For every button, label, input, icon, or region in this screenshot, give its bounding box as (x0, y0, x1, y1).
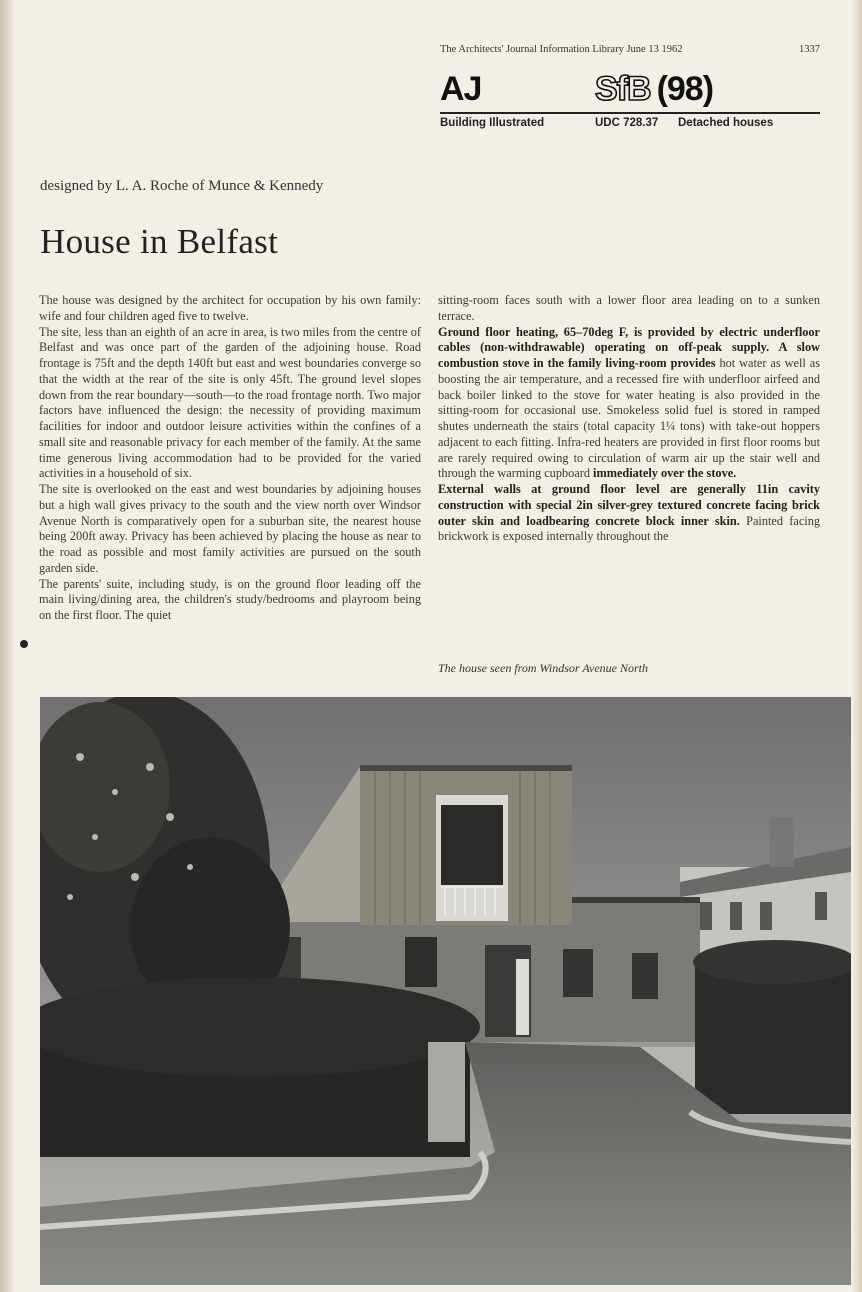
body-text: Painted facing brickwork is exposed internally throughout the (438, 513, 820, 544)
page-number: 1337 (799, 44, 820, 55)
category-label: Detached houses (678, 117, 774, 129)
page-binding-shadow (0, 0, 14, 1292)
byline: designed by L. A. Roche of Munce & Kennedy (40, 178, 324, 194)
paragraph: The site, less than an eighth of an acre in area, is two miles from the centre of Belfast and was once part of the garden of the adjoining house. Road frontage is 75ft and the depth 140ft but east and west boundaries converge so that the width at the rear of the site is only 45ft. The ground level slopes down from the rear boundary—south—to the road frontage north. Two major factors have influenced the design: the necessity of providing maximum facilities for indoor and outdoor leisure activities within the confines of a small site and reasonable privacy for each member of the family. At the same time generous living accommodation had to be provided for the varied activities in a household of six. (39, 324, 421, 481)
journal-source: The Architects' Journal Information Library June 13 1962 (440, 44, 683, 55)
right-column (438, 293, 820, 545)
house-photograph (40, 697, 851, 1285)
sfb-classification (595, 72, 713, 106)
bold-text: Ground floor heating, 65–70deg F, is provided by electric underfloor cables (non-withdrawable) operating on off-peak supply. A slow combustion stove in the family living-room provides (438, 324, 820, 370)
paragraph: The parents' suite, including study, is on the ground floor leading off the main living/dining area, the children's study/bedrooms and playroom being on the first floor. The quiet (39, 576, 421, 622)
sfb-code: (98) (656, 70, 714, 108)
running-head (440, 44, 820, 58)
sfb-logo: SfB (595, 70, 651, 108)
page-title: House in Belfast (40, 222, 279, 261)
paragraph: The house was designed by the architect for occupation by his own family: wife and four children aged five to twelve. (39, 293, 421, 323)
aj-logo: AJ (440, 70, 482, 108)
udc-label: UDC 728.37 (595, 117, 659, 129)
section-label: Building Illustrated (440, 117, 545, 129)
margin-bullet (20, 640, 28, 648)
paragraph (438, 325, 820, 483)
page-edge-shadow (852, 0, 862, 1292)
paragraph: The site is overlooked on the east and west boundaries by adjoining houses but a high wall gives privacy to the south and the view north over Windsor Avenue North is comparatively open for a suburban site, the nearest house being 200ft away. Privacy has been achieved by placing the house as near to the road as possible and most family activities are pursued on the south garden side. (39, 482, 421, 575)
photo-illustration (40, 697, 851, 1285)
paragraph: sitting-room faces south with a lower floor area leading on to a sunken terrace. (438, 293, 820, 323)
photo-caption: The house seen from Windsor Avenue North (438, 661, 648, 675)
paragraph (438, 482, 820, 545)
bold-text: External walls at ground floor level are generally 11in cavity construction with special 2in silver-grey textured concrete facing brick outer skin and loadbearing concrete block inner skin. (438, 482, 820, 528)
header-rule (440, 112, 820, 114)
body-text: hot water as well as boosting the air temperature, and a recessed fire with underfloor airfeed and back boiler linked to the stove for water heating is also provided in the sitting-room for occasional use. Smokeless solid fuel is stored in ramped shutes underneath the stairs (total capacity 1¼ tons) with take-out hoppers adjacent to each fitting. Infra-red heaters are provided in first floor rooms but are rarely required owing to circulation of warm air up the stair well and through the warming cupboard (438, 356, 820, 481)
left-column (39, 293, 421, 624)
bold-text: immediately over the stove. (593, 466, 737, 481)
